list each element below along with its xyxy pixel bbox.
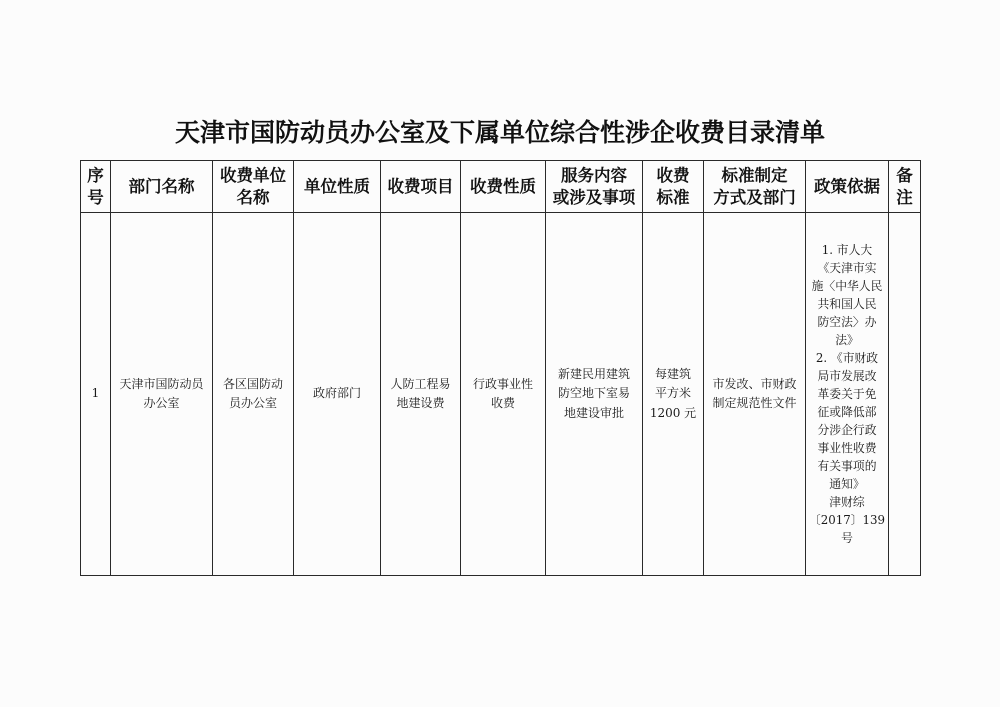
header-department-name: 部门名称 xyxy=(111,161,213,213)
cell-unit-nature: 政府部门 xyxy=(294,213,381,576)
cell-remarks xyxy=(889,213,921,576)
header-fee-nature: 收费性质 xyxy=(461,161,546,213)
cell-policy-basis: 1. 市人大 《天津市实 施〈中华人民 共和国人民 防空法〉办 法》 2. 《市财政 局市发展改 革委关于免 征或降低部 分涉企行政 事业性收费 有关事项的 通知》 津财综 〔2017〕139 号 xyxy=(806,213,889,576)
header-fee-standard: 收费 标准 xyxy=(643,161,704,213)
header-unit-nature: 单位性质 xyxy=(294,161,381,213)
header-standard-setting: 标准制定 方式及部门 xyxy=(704,161,806,213)
cell-fee-item: 人防工程易 地建设费 xyxy=(381,213,461,576)
cell-department-name: 天津市国防动员 办公室 xyxy=(111,213,213,576)
header-charging-unit-name: 收费单位 名称 xyxy=(213,161,294,213)
cell-fee-standard: 每建筑 平方米 1200 元 xyxy=(643,213,704,576)
header-policy-basis: 政策依据 xyxy=(806,161,889,213)
header-serial-number: 序 号 xyxy=(81,161,111,213)
cell-fee-nature: 行政事业性 收费 xyxy=(461,213,546,576)
cell-standard-setting: 市发改、市财政 制定规范性文件 xyxy=(704,213,806,576)
header-service-content: 服务内容 或涉及事项 xyxy=(546,161,643,213)
cell-serial-number: 1 xyxy=(81,213,111,576)
header-fee-item: 收费项目 xyxy=(381,161,461,213)
table-header-row xyxy=(81,161,921,213)
fee-catalog-table xyxy=(80,160,921,576)
header-remarks: 备 注 xyxy=(889,161,921,213)
table-row xyxy=(81,213,921,576)
cell-service-content: 新建民用建筑 防空地下室易 地建设审批 xyxy=(546,213,643,576)
document-title: 天津市国防动员办公室及下属单位综合性涉企收费目录清单 xyxy=(174,118,825,147)
cell-charging-unit-name: 各区国防动 员办公室 xyxy=(213,213,294,576)
